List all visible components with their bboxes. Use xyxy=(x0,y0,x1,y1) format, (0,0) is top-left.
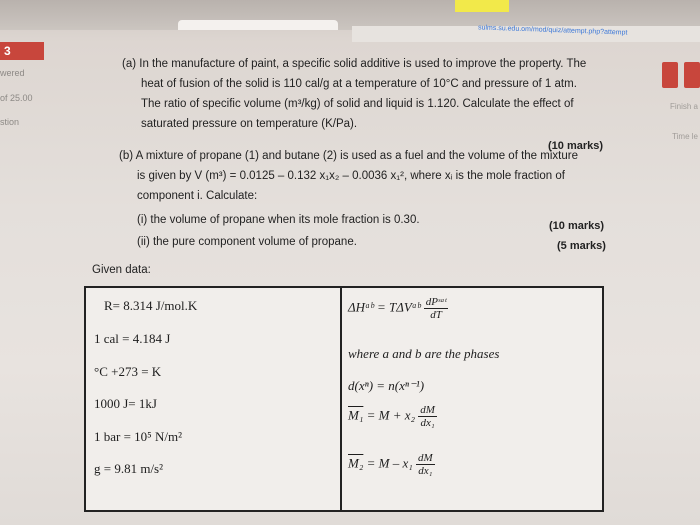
part-b-line-1: (b) A mixture of propane (1) and butane (2) is used as a fuel and the volume of the mixture xyxy=(119,150,578,162)
part-a-line-2: heat of fusion of the solid is 110 cal/g at a temperature of 10°C and pressure of 1 atm. xyxy=(141,78,577,90)
clapeyron-lhs: ΔHᵃᵇ = TΔVᵃᵇ xyxy=(348,299,421,315)
clapeyron-fraction xyxy=(424,296,449,321)
part-b-line-2: is given by V (m³) = 0.0125 – 0.132 x₁x₂ – 0.0036 x₁², where xᵢ is the mole fraction of xyxy=(137,170,565,182)
part-b-sub-ii-marks: (5 marks) xyxy=(557,240,606,252)
given-gravity: g = 9.81 m/s² xyxy=(94,461,164,476)
part-b-line-3: component i. Calculate: xyxy=(137,190,258,202)
given-celsius-kelvin: °C +273 = K xyxy=(94,364,162,379)
table-divider xyxy=(340,288,342,510)
question-mark: of 25.00 xyxy=(0,93,33,103)
m1-rhs: = M + x₂ xyxy=(363,407,416,423)
time-left-label: Time le xyxy=(672,132,698,141)
m1-denominator: dx₁ xyxy=(420,417,435,429)
given-bar: 1 bar = 10⁵ N/m² xyxy=(94,429,182,444)
part-b-sub-i: (i) the volume of propane when its mole fraction is 0.30. xyxy=(137,214,420,226)
part-a-line-4: saturated pressure on temperature (K/Pa). xyxy=(141,118,358,130)
clapeyron-denominator: dT xyxy=(430,309,442,321)
m2-numerator: dM xyxy=(418,452,433,464)
address-url[interactable]: sulms.su.edu.om/mod/quiz/attempt.php?attempt xyxy=(477,24,628,37)
m2-denominator: dx₁ xyxy=(418,465,433,477)
partial-molar-m2 xyxy=(348,452,435,477)
part-b-sub-ii: (ii) the pure component volume of propane. xyxy=(137,236,357,248)
question-number-badge: 3 xyxy=(0,42,44,60)
phases-note: where a and b are the phases xyxy=(348,346,500,361)
given-calorie: 1 cal = 4.184 J xyxy=(94,331,171,346)
flag-question-link[interactable]: stion xyxy=(0,117,20,127)
given-gas-constant: R= 8.314 J/mol.K xyxy=(104,298,198,313)
finish-attempt-link[interactable]: Finish a xyxy=(669,102,698,111)
m1-numerator: dM xyxy=(420,404,435,416)
question-status: wered xyxy=(0,68,25,78)
m2-symbol: M₂ xyxy=(348,455,364,471)
part-a-line-1: (a) In the manufacture of paint, a specific solid additive is used to improve the property. The xyxy=(122,58,587,70)
clapeyron-numerator: dPˢᵃᵗ xyxy=(425,296,447,308)
part-a-line-3: The ratio of specific volume (m³/kg) of solid and liquid is 1.120. Calculate the effect of xyxy=(141,98,574,110)
part-a-marks: (10 marks) xyxy=(548,140,604,152)
given-kilojoule: 1000 J= 1kJ xyxy=(94,396,157,411)
given-data-table xyxy=(84,286,604,512)
derivative-rule: d(xⁿ) = n(xⁿ⁻¹) xyxy=(348,378,425,393)
clapeyron-equation xyxy=(348,296,448,321)
m2-fraction xyxy=(416,452,435,477)
partial-molar-m1 xyxy=(348,404,437,429)
m2-rhs: = M – x₁ xyxy=(363,455,413,471)
part-b-sub-i-marks: (10 marks) xyxy=(549,220,605,232)
given-data-label: Given data: xyxy=(92,264,151,276)
m1-fraction xyxy=(418,404,437,429)
m1-symbol: M₁ xyxy=(348,407,364,423)
